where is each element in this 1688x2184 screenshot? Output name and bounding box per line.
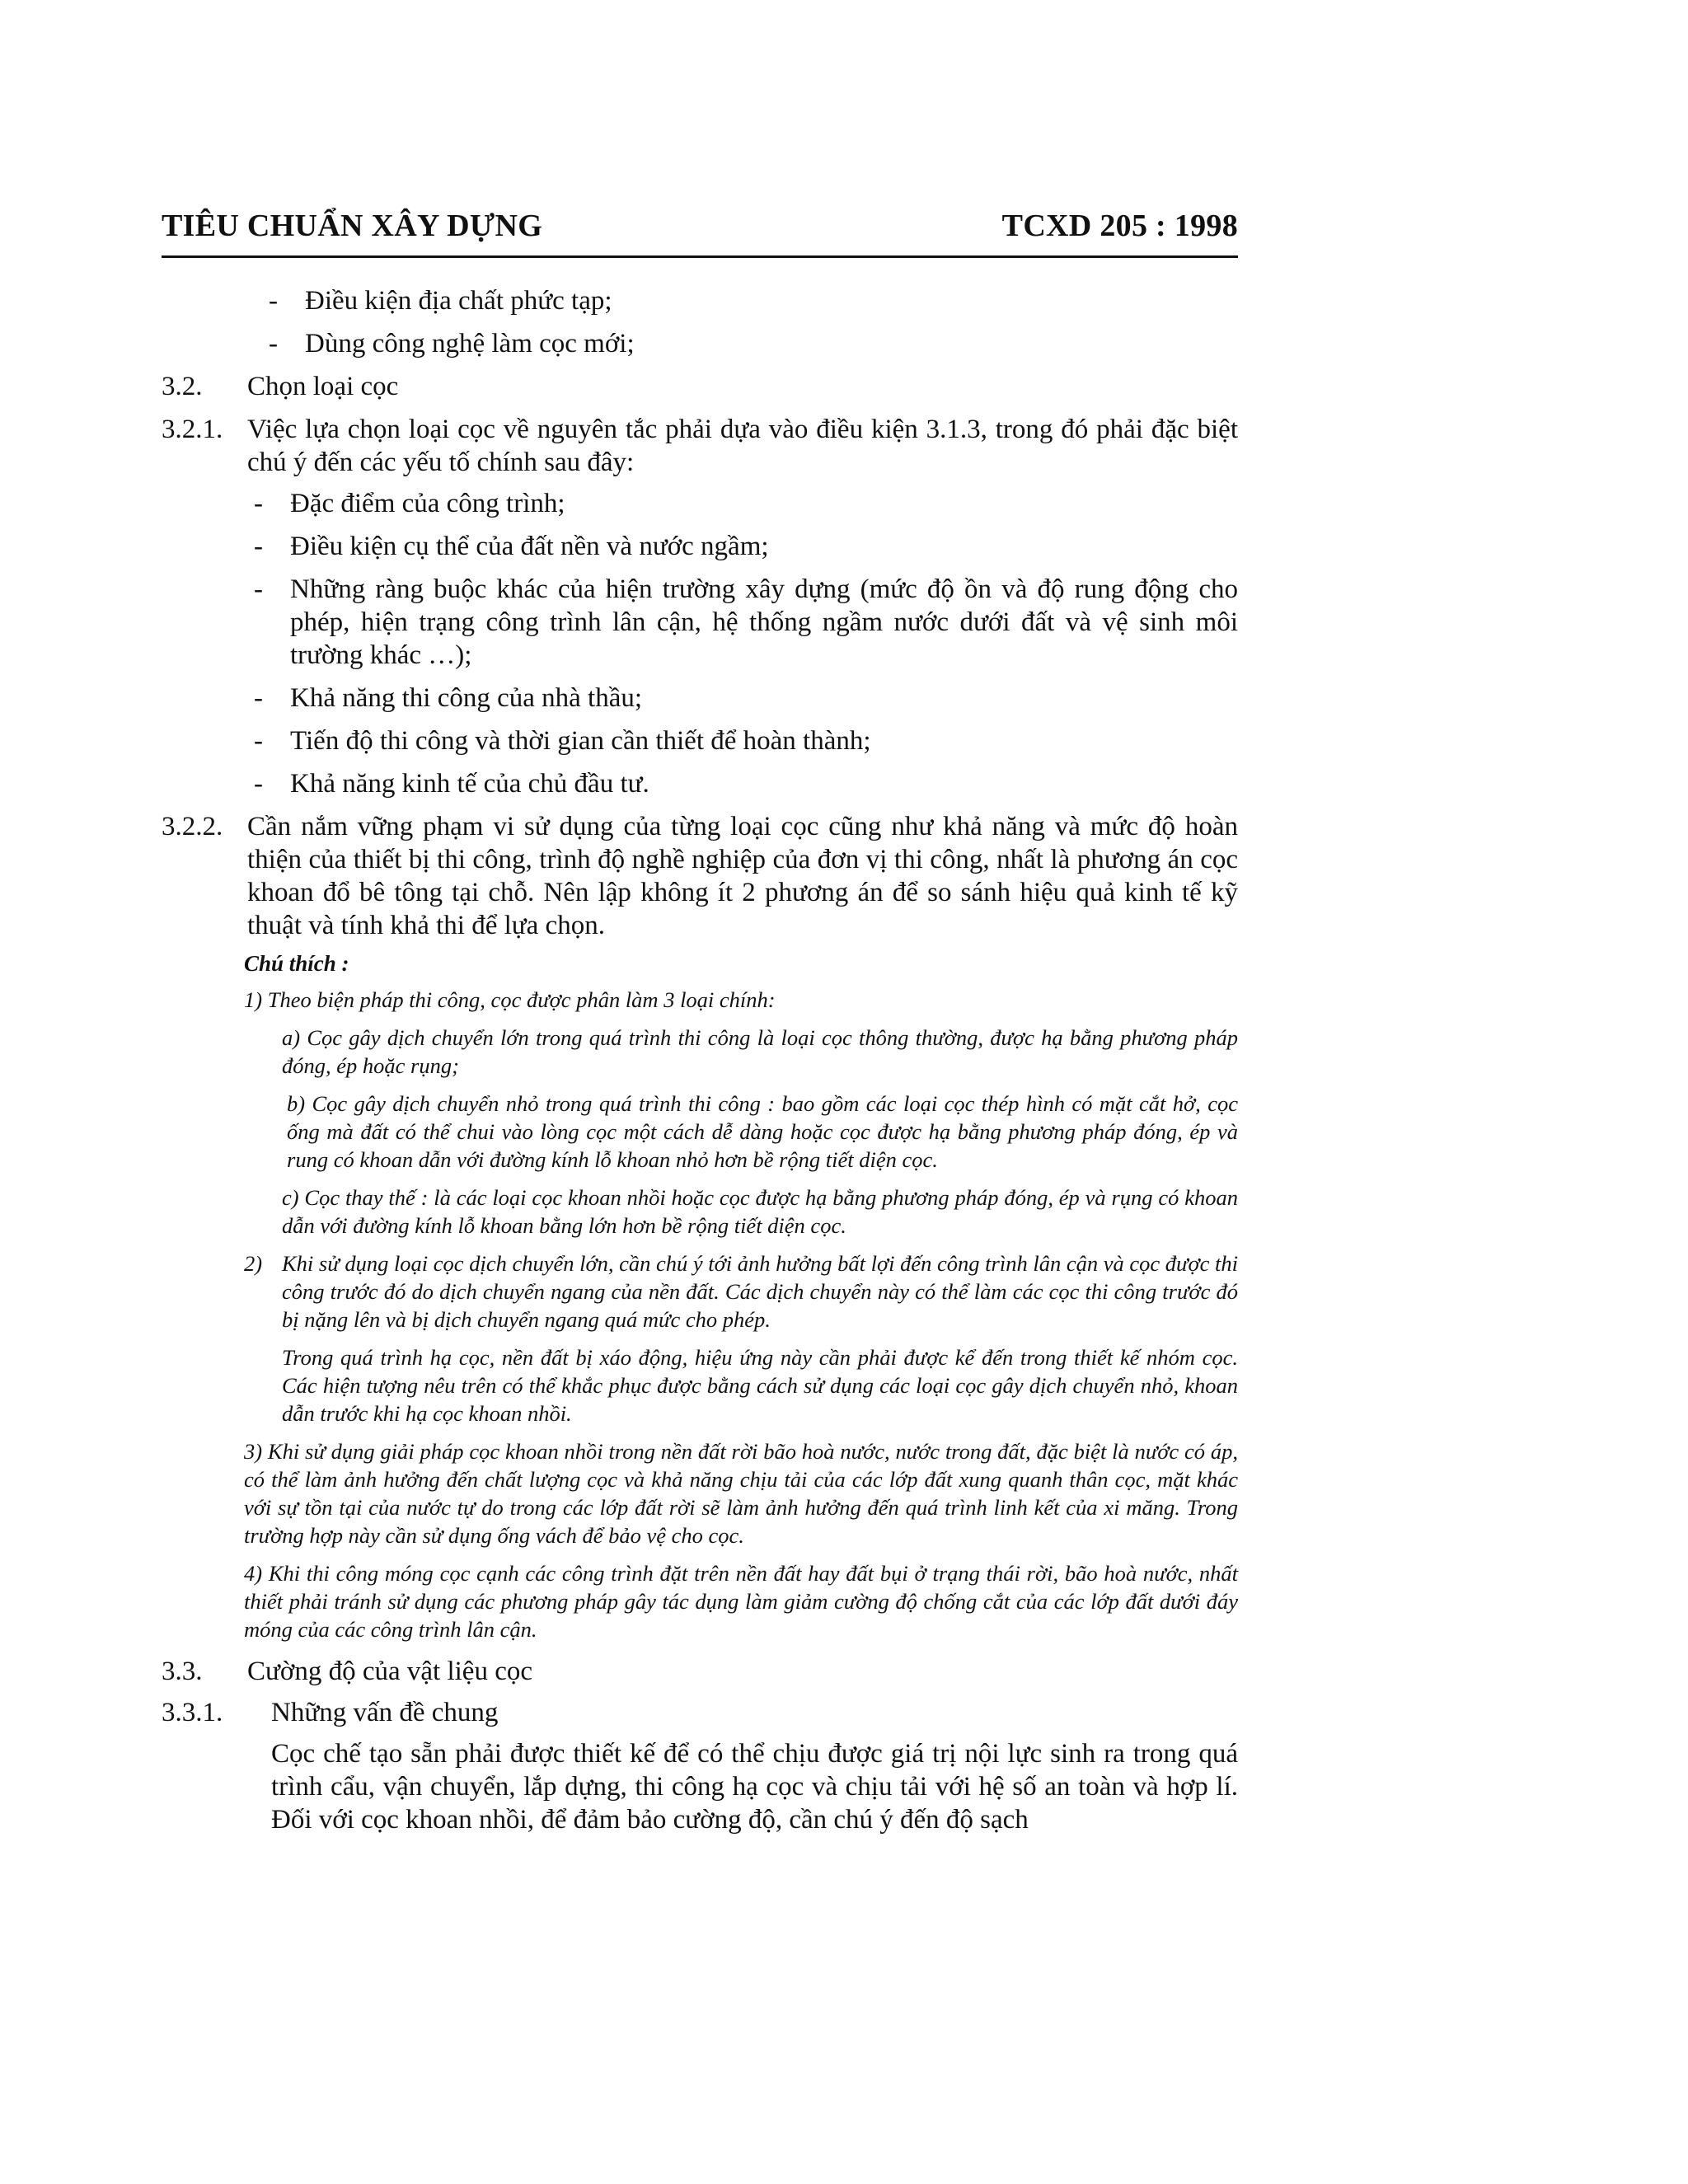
note-3: 3) Khi sử dụng giải pháp cọc khoan nhồi trong nền đất rời bão hoà nước, nước trong đất, đặc biệt là nước có áp, có thể làm ảnh hưởng đến chất lượng cọc và khả năng chịu tải của các lớp đất xung quanh thân cọc, mặt khác với sự tồn tại của nước tự do trong các lớp đất rời sẽ làm ảnh hưởng đến quá trình linh kết của xi măng. Trong trường hợp này cần sử dụng ống vách để bảo vệ cho cọc. bbox=[244, 1439, 1238, 1548]
note-1c: c) Cọc thay thế : là các loại cọc khoan nhồi hoặc cọc được hạ bằng phương pháp đóng, ép và rụng có khoan dẫn với đường kính lỗ khoan bằng lớn hơn bề rộng tiết diện cọc. bbox=[282, 1185, 1238, 1238]
section-title: Những vấn đề chung bbox=[271, 1698, 499, 1727]
section-number: 3.3.1. bbox=[162, 1698, 223, 1727]
list-item: - Khả năng kinh tế của chủ đầu tư. bbox=[254, 769, 649, 799]
note-2: 2) Khi sử dụng loại cọc dịch chuyển lớn, cần chú ý tới ảnh hưởng bất lợi đến công trình lân cận và cọc được thi công trước đó do dịch chuyển ngang của nền đất. Các dịch chuyển này có thể làm các cọc thi công trước đó bị nặng lên và bị dịch chuyển ngang quá mức cho phép. bbox=[244, 1251, 1238, 1332]
section-3-2 bbox=[162, 370, 1238, 403]
section-title: Cường độ của vật liệu cọc bbox=[247, 1657, 532, 1686]
list-item: - Điều kiện địa chất phức tạp; bbox=[269, 286, 612, 316]
list-item: - Những ràng buộc khác của hiện trường xây dựng (mức độ ồn và độ rung động cho phép, hiện trạng công trình lân cận, hệ thống ngầm nước dưới đất và vệ sinh môi trường khác …); bbox=[254, 574, 1238, 670]
notes-title: Chú thích : bbox=[244, 951, 349, 976]
top-bullet-list bbox=[162, 284, 1238, 360]
section-paragraph: Cần nắm vững phạm vi sử dụng của từng loại cọc cũng như khả năng và mức độ hoàn thiện của thiết bị thi công, trình độ nghề nghiệp của đơn vị thi công, nhất là phương án cọc khoan đổ bê tông tại chỗ. Nên lập không ít 2 phương án để so sánh hiệu quả kinh tế kỹ thuật và tính khả thi để lựa chọn. bbox=[247, 812, 1238, 940]
section-3-3-1 bbox=[162, 1696, 1238, 1729]
section-number: 3.2.1. bbox=[162, 415, 223, 444]
header-standard-code: TCXD 205 : 1998 bbox=[1001, 209, 1238, 243]
list-item: - Đặc điểm của công trình; bbox=[254, 489, 565, 518]
note-label: 2) bbox=[244, 1251, 263, 1276]
note-1: 1) Theo biện pháp thi công, cọc được phân làm 3 loại chính: bbox=[244, 987, 776, 1012]
note-4: 4) Khi thi công móng cọc cạnh các công trình đặt trên nền đất hay đất bụi ở trạng thái rời, bão hoà nước, nhất thiết phải tránh sử dụng các phương pháp gây tác dụng làm giảm cường độ chống cắt của các lớp đất dưới đáy móng của các công trình lân cận. bbox=[244, 1561, 1238, 1642]
section-3-2-1 bbox=[162, 413, 1238, 479]
bullet-dash: - bbox=[254, 532, 263, 561]
document-body bbox=[162, 284, 1238, 1836]
section-number: 3.3. bbox=[162, 1657, 203, 1686]
bullet-dash: - bbox=[254, 489, 263, 518]
list-item: - Khả năng thi công của nhà thầu; bbox=[254, 683, 643, 713]
bullet-dash: - bbox=[269, 286, 278, 316]
header-title: TIÊU CHUẨN XÂY DỰNG bbox=[162, 209, 543, 243]
section-paragraph: Việc lựa chọn loại cọc về nguyên tắc phải dựa vào điều kiện 3.1.3, trong đó phải đặc biệt chú ý đến các yếu tố chính sau đây: bbox=[247, 415, 1238, 477]
list-item: - Điều kiện cụ thể của đất nền và nước ngầm; bbox=[254, 532, 769, 561]
section-number: 3.2.2. bbox=[162, 812, 223, 841]
list-item: - Tiến độ thi công và thời gian cần thiết để hoàn thành; bbox=[254, 726, 871, 756]
note-1a: a) Cọc gây dịch chuyển lớn trong quá trình thi công là loại cọc thông thường, được hạ bằng phương pháp đóng, ép hoặc rụng; bbox=[282, 1025, 1238, 1078]
bullet-dash: - bbox=[254, 574, 263, 604]
bullet-dash: - bbox=[254, 726, 263, 756]
notes-block bbox=[162, 950, 1238, 1643]
bullet-dash: - bbox=[269, 329, 278, 359]
section-paragraph: Cọc chế tạo sẵn phải được thiết kế để có thể chịu được giá trị nội lực sinh ra trong quá trình cẩu, vận chuyển, lắp dựng, thi công hạ cọc và chịu tải với hệ số an toàn và hợp lí. Đối với cọc khoan nhồi, để đảm bảo cường độ, cần chú ý đến độ sạch bbox=[271, 1739, 1238, 1835]
note-2-continued: Trong quá trình hạ cọc, nền đất bị xáo động, hiệu ứng này cần phải được kể đến trong thiết kế nhóm cọc. Các hiện tượng nêu trên có thể khắc phục được bằng cách sử dụng các loại cọc gây dịch chuyển nhỏ, khoan dẫn trước khi hạ cọc khoan nhồi. bbox=[282, 1345, 1238, 1426]
bullet-dash: - bbox=[254, 683, 263, 713]
factor-list bbox=[162, 487, 1238, 800]
list-item: - Dùng công nghệ làm cọc mới; bbox=[269, 329, 635, 359]
page-header bbox=[162, 206, 1238, 258]
section-title: Chọn loại cọc bbox=[247, 372, 399, 401]
section-number: 3.2. bbox=[162, 372, 203, 401]
bullet-dash: - bbox=[254, 769, 263, 799]
section-3-2-2 bbox=[162, 810, 1238, 942]
section-3-3 bbox=[162, 1655, 1238, 1688]
note-1b: b) Cọc gây dịch chuyển nhỏ trong quá trình thi công : bao gồm các loại cọc thép hình có mặt cắt hở, cọc ống mà đất có thể chui vào lòng cọc một cách dễ dàng hoặc cọc được hạ bằng phương pháp đóng, ép và rung có khoan dẫn với đường kính lỗ khoan nhỏ hơn bề rộng tiết diện cọc. bbox=[287, 1091, 1238, 1172]
